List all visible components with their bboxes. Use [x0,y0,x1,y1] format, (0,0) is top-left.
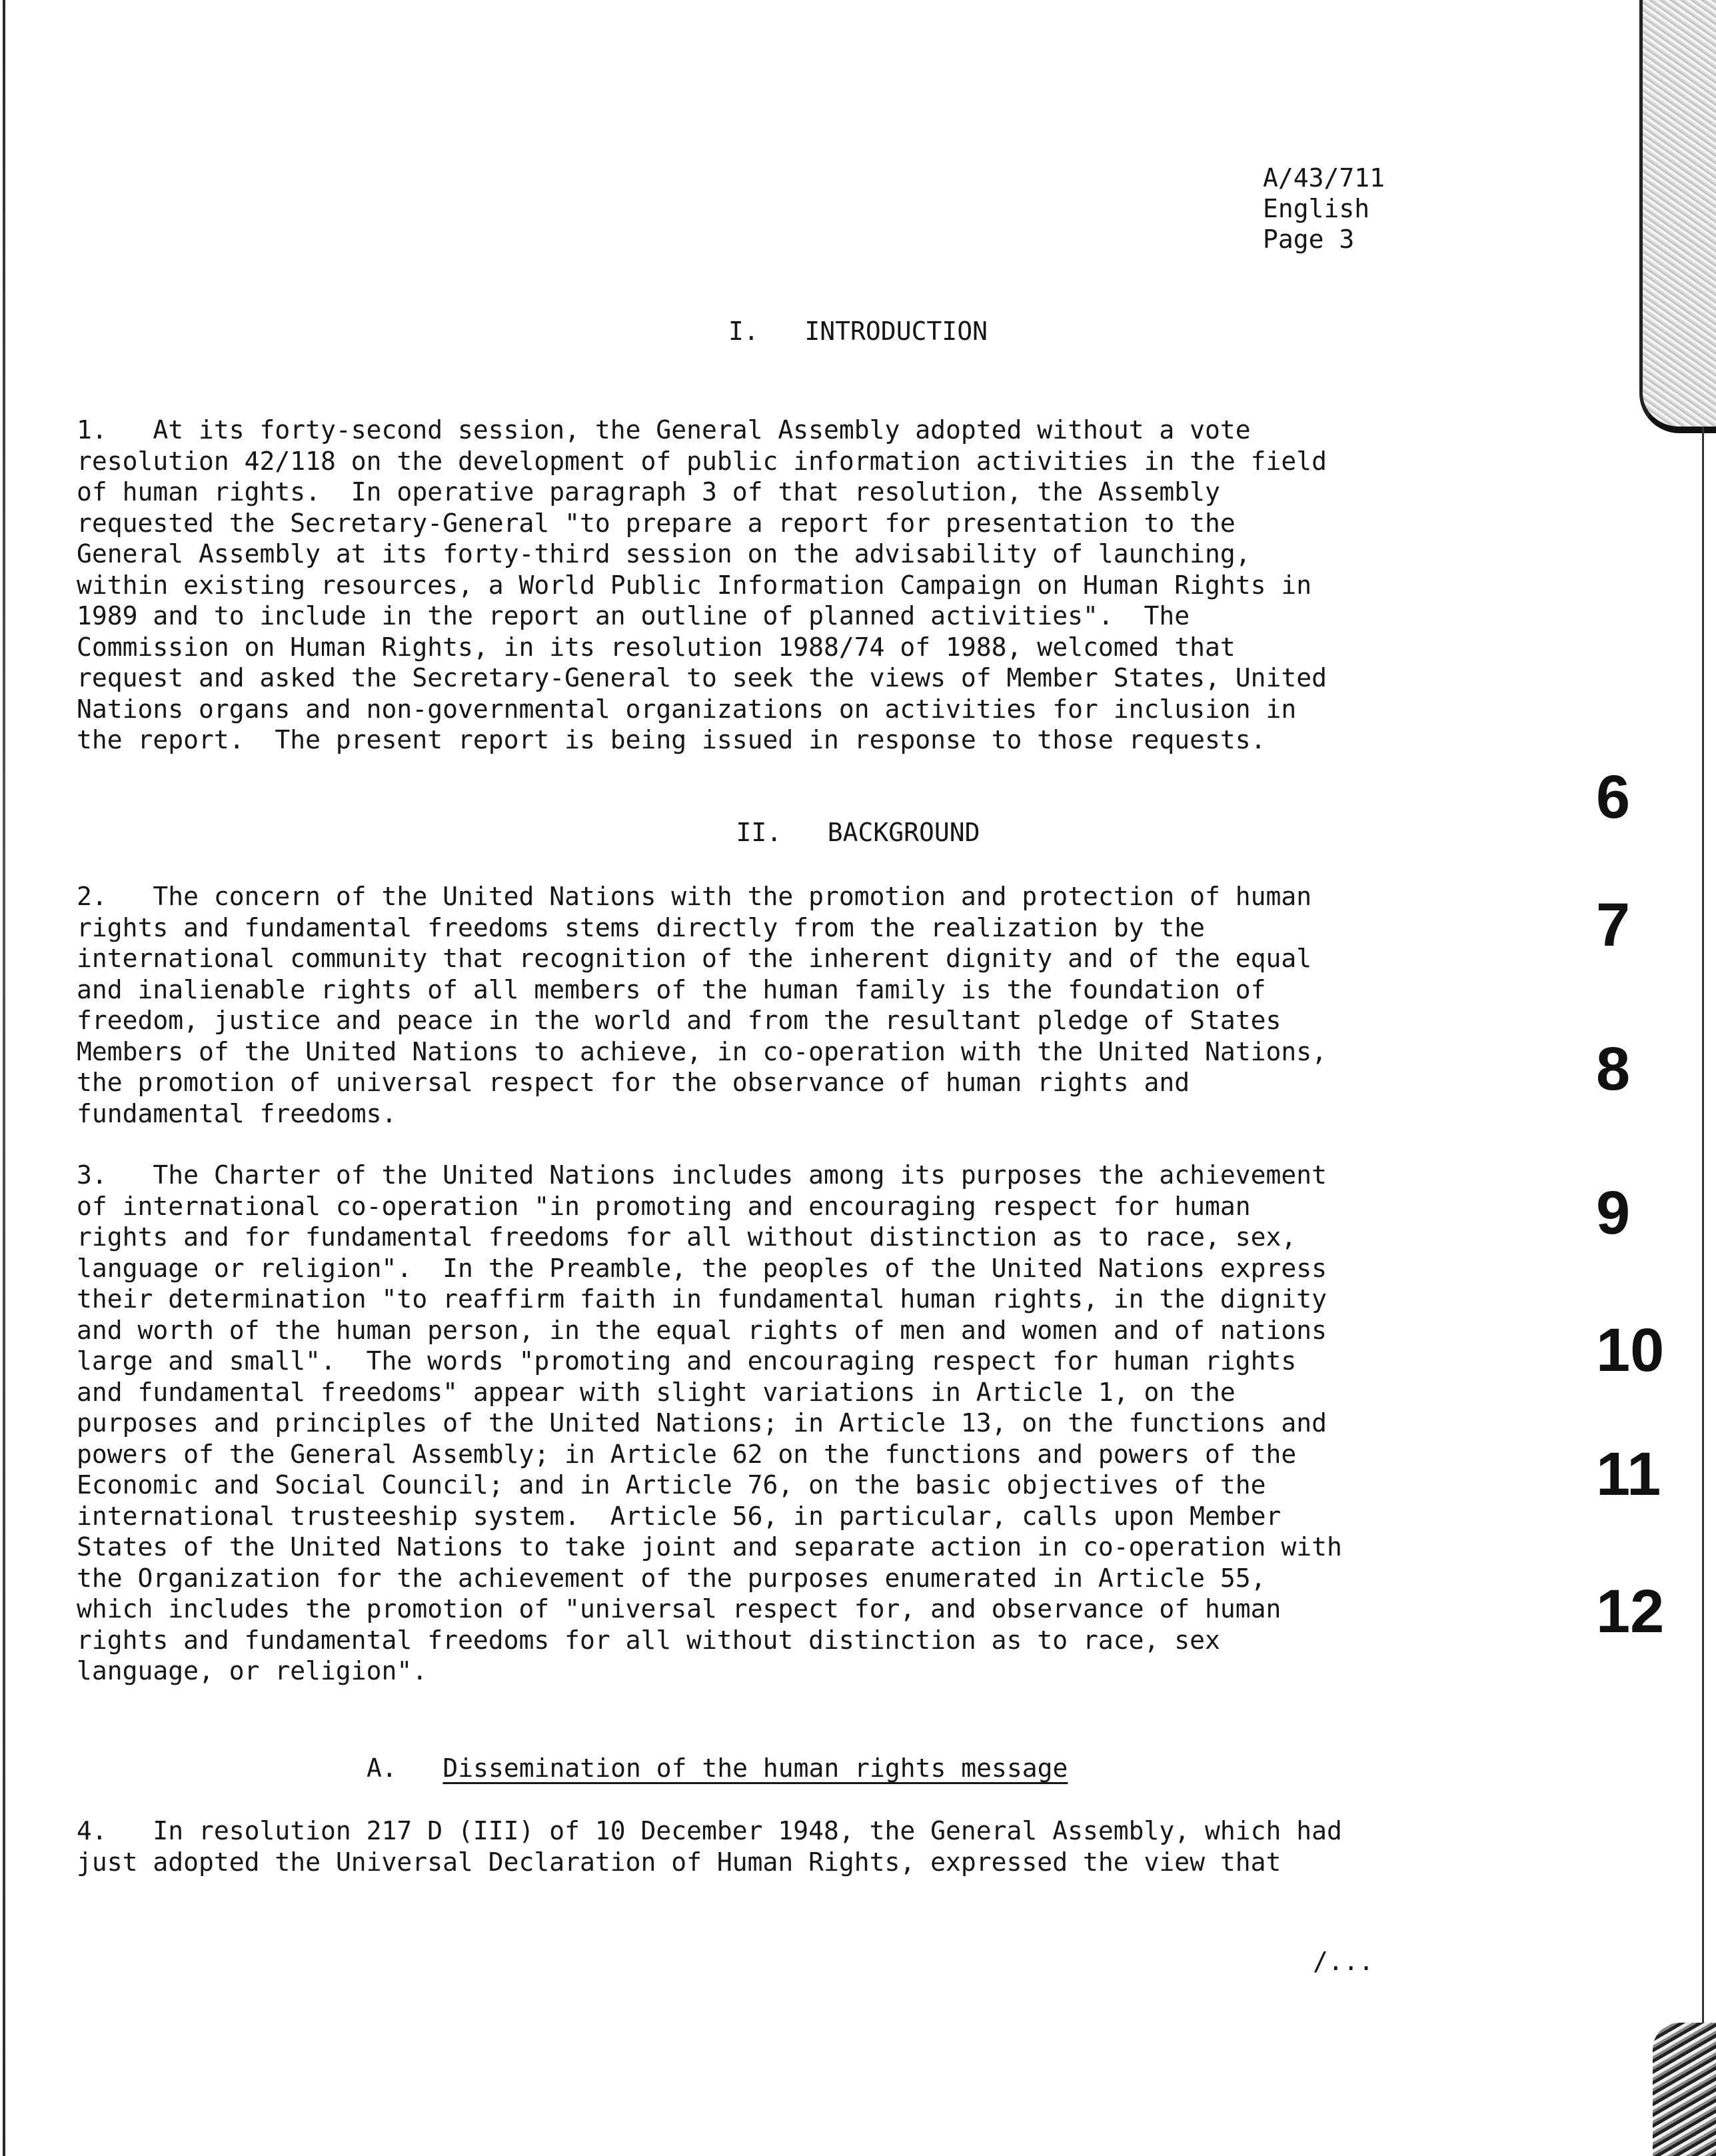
index-tab-6: 6 [1596,763,1631,831]
subsection-a-heading [367,1753,1068,1783]
index-tab-11: 11 [1596,1440,1661,1508]
subsection-a-title: Dissemination of the human rights message [442,1753,1068,1783]
paragraph-4: 4. In resolution 217 D (III) of 10 December 1948, the General Assembly, which had just adopted the Universal Declaration of Human Rights, expressed the view that [77,1816,1342,1877]
index-tab-12: 12 [1596,1578,1665,1645]
binder-edge-top [1639,0,1716,433]
heading-introduction: I. INTRODUCTION [728,317,988,346]
continuation-mark: /... [1313,1947,1374,1976]
index-tab-7: 7 [1596,891,1631,959]
subsection-a-letter: A. [367,1753,397,1783]
document-symbol: A/43/711 [1263,163,1385,193]
index-tab-10: 10 [1596,1316,1665,1384]
page-number: Page 3 [1263,225,1355,254]
heading-background: II. BACKGROUND [736,818,980,847]
index-tab-8: 8 [1596,1035,1631,1103]
paragraph-3: 3. The Charter of the United Nations includes among its purposes the achievement of international co-operation "in promoting and encouraging respect for human rights and for fundamental freedoms for all without distinction as to race, sex, language or religion". In the Preamble, the peoples of the United Nations express their determination "to reaffirm faith in fundamental human rights, in the dignity and worth of the human person, in the equal rights of men and women and of nations large and small". The words "promoting and encouraging respect for human rights and fundamental freedoms" appear with slight variations in Article 1, on the purposes and principles of the United Nations; in Article 13, on the functions and powers of the General Assembly; in Article 62 on the functions and powers of the Economic and Social Council; and in Article 76, on the basic objectives of the international trusteeship system. Article 56, in particular, calls upon Member States of the United Nations to take joint and separate action in co-operation with the Organization for the achievement of the purposes enumerated in Article 55, which includes the promotion of "universal respect for, and observance of human rights and fundamental freedoms for all without distinction as to race, sex language, or religion". [77,1160,1342,1685]
binder-edge-line [1702,427,1704,2079]
binder-edge-bottom [1653,2023,1716,2156]
index-tab-9: 9 [1596,1179,1631,1247]
document-language: English [1263,194,1370,223]
paragraph-1: 1. At its forty-second session, the General Assembly adopted without a vote resolution 42/118 on the development of public information activities in the field of human rights. In operative paragraph 3 of that resolution, the Assembly requested the Secretary-General "to prepare a report for presentation to the General Assembly at its forty-third session on the advisability of launching, within existing resources, a World Public Information Campaign on Human Rights in 1989 and to include in the report an outline of planned activities". The Commission on Human Rights, in its resolution 1988/74 of 1988, welcomed that request and asked the Secretary-General to seek the views of Member States, United Nations organs and non-governmental organizations on activities for inclusion in the report. The present report is being issued in response to those requests. [77,415,1327,754]
document-header [1263,163,1385,255]
paragraph-2: 2. The concern of the United Nations with the promotion and protection of human rights and fundamental freedoms stems directly from the realization by the international community that recognition of the inherent dignity and of the equal and inalienable rights of all members of the human family is the foundation of freedom, justice and peace in the world and from the resultant pledge of States Members of the United Nations to achieve, in co-operation with the United Nations, the promotion of universal respect for the observance of human rights and fundamental freedoms. [77,882,1327,1128]
